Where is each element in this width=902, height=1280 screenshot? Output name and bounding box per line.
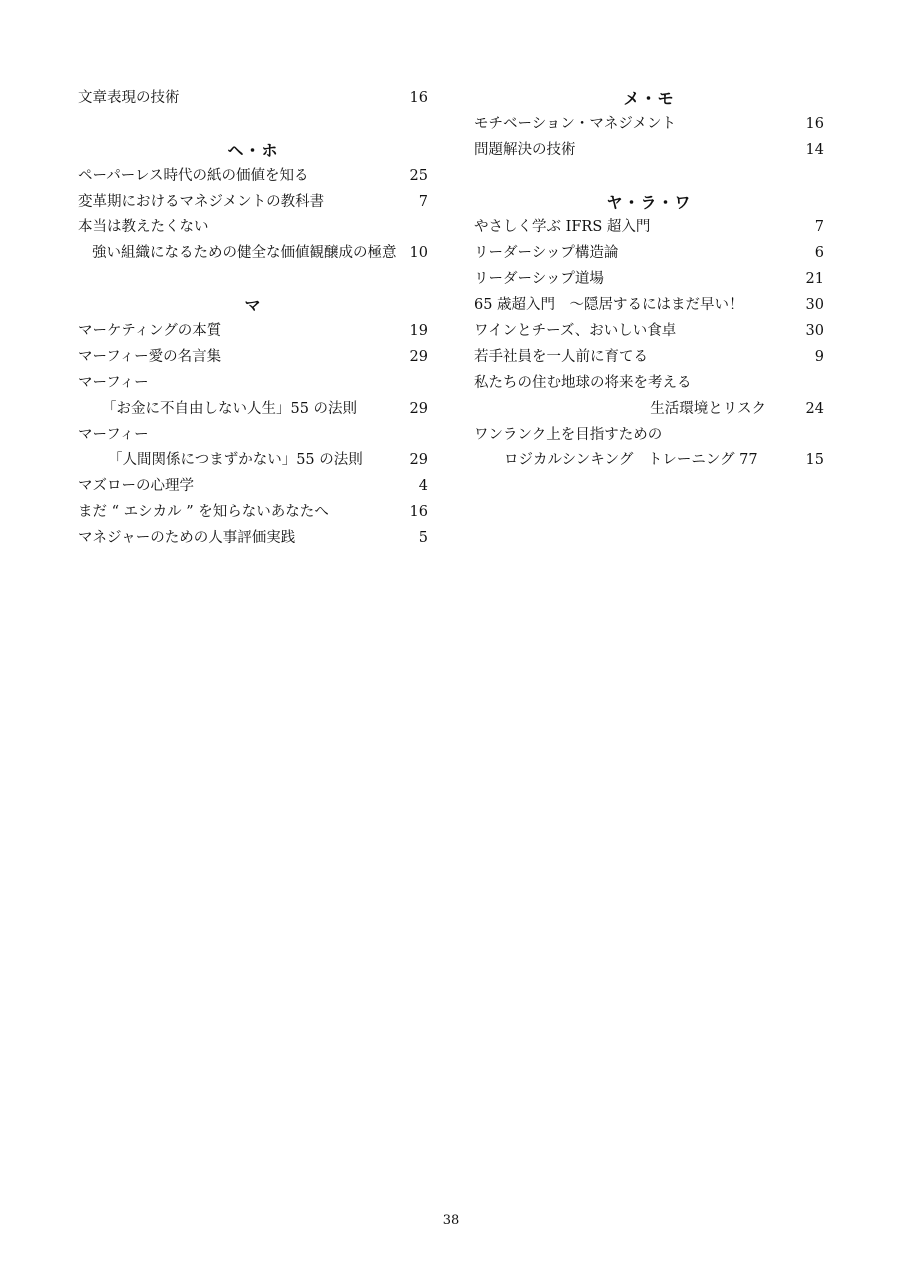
entry-title: やさしく学ぶ IFRS 超入門 (474, 219, 651, 236)
entry-page: 30 (805, 323, 824, 340)
index-entry (474, 293, 824, 319)
entry-title: マーケティングの本質 (78, 323, 222, 340)
entry-page: 5 (418, 530, 428, 547)
entry-title: マーフィー (78, 426, 149, 443)
section-heading: ヤ・ラ・ワ (606, 192, 692, 212)
index-entry (474, 241, 824, 267)
index-entry (78, 345, 428, 371)
entry-page: 4 (418, 478, 428, 495)
section-heading: メ・モ (623, 89, 675, 108)
entry-title: マーフィー (78, 374, 149, 391)
index-entry (474, 319, 824, 345)
entry-title: ロジカルシンキング トレーニング 77 (504, 452, 758, 469)
entry-page: 19 (409, 323, 428, 340)
entry-title: 本当は教えたくない (78, 219, 209, 236)
entry-page: 29 (409, 452, 428, 469)
entry-title: 私たちの住む地球の将来を考える (474, 374, 692, 391)
entry-title: 若手社員を一人前に育てる (474, 348, 648, 365)
entry-page: 16 (805, 115, 824, 132)
entry-title: 変革期におけるマネジメントの教科書 (78, 193, 325, 210)
entry-page: 6 (814, 245, 824, 262)
entry-page: 14 (805, 141, 824, 158)
index-entry (78, 164, 428, 190)
entry-title: 問題解決の技術 (474, 141, 576, 158)
index-entry (78, 241, 428, 267)
index-entry (474, 267, 824, 293)
entry-page: 7 (814, 219, 824, 236)
entry-page: 29 (409, 348, 428, 365)
index-entry (78, 474, 428, 500)
index-entry (78, 86, 428, 112)
index-entry (474, 345, 824, 371)
section-heading: マ (244, 296, 262, 316)
index-entry (78, 215, 428, 241)
entry-title: リーダーシップ構造論 (474, 245, 619, 262)
index-entry (474, 112, 824, 138)
index-entry (78, 371, 428, 397)
entry-page: 9 (814, 348, 824, 365)
index-entry (474, 423, 824, 449)
entry-title: マネジャーのための人事評価実践 (78, 530, 296, 547)
index-entry (78, 190, 428, 216)
index-entry (474, 138, 824, 164)
entry-title: まだ “ エシカル ” を知らないあなたへ (78, 504, 329, 521)
entry-title: ペーパーレス時代の紙の価値を知る (78, 167, 309, 184)
index-column-right (474, 86, 824, 474)
index-entry (78, 526, 428, 552)
entry-page: 15 (805, 452, 824, 469)
entry-title: 強い組織になるための健全な価値観醸成の極意 (92, 245, 397, 262)
entry-title: マズローの心理学 (78, 478, 194, 495)
entry-title: ワインとチーズ、おいしい食卓 (474, 323, 677, 340)
entry-page: 29 (409, 400, 428, 417)
index-column-left (78, 86, 428, 552)
index-entry (474, 448, 824, 474)
index-entry (78, 423, 428, 449)
index-entry (474, 215, 824, 241)
spacer (474, 164, 824, 190)
index-entry (78, 319, 428, 345)
entry-title: ワンランク上を目指すための (474, 426, 663, 443)
entry-page: 16 (409, 504, 428, 521)
entry-title: 65 歳超入門 ～隠居するにはまだ早い！ (474, 297, 744, 314)
entry-title: リーダーシップ道場 (474, 271, 604, 288)
entry-title: 文章表現の技術 (78, 90, 180, 106)
index-entry (474, 371, 824, 397)
entry-title: マーフィー愛の名言集 (78, 348, 222, 365)
entry-page: 24 (805, 400, 824, 417)
entry-page: 16 (409, 90, 428, 106)
index-entry (78, 397, 428, 423)
section-heading: ヘ・ホ (227, 140, 279, 160)
index-entry (474, 397, 824, 423)
spacer (78, 267, 428, 293)
entry-title: 生活環境とリスク (650, 400, 766, 417)
entry-page: 25 (409, 167, 428, 184)
index-entry (78, 500, 428, 526)
entry-page: 30 (805, 297, 824, 314)
index-entry (78, 448, 428, 474)
entry-page: 10 (409, 245, 428, 262)
entry-page: 7 (418, 193, 428, 210)
spacer (78, 112, 428, 138)
page-number: 38 (442, 1213, 460, 1228)
entry-page: 21 (805, 271, 824, 288)
entry-title: 「人間関係につまずかない」55 の法則 (108, 452, 363, 469)
entry-title: モチベーション・マネジメント (474, 115, 676, 132)
entry-title: 「お金に不自由しない人生」55 の法則 (102, 400, 358, 417)
